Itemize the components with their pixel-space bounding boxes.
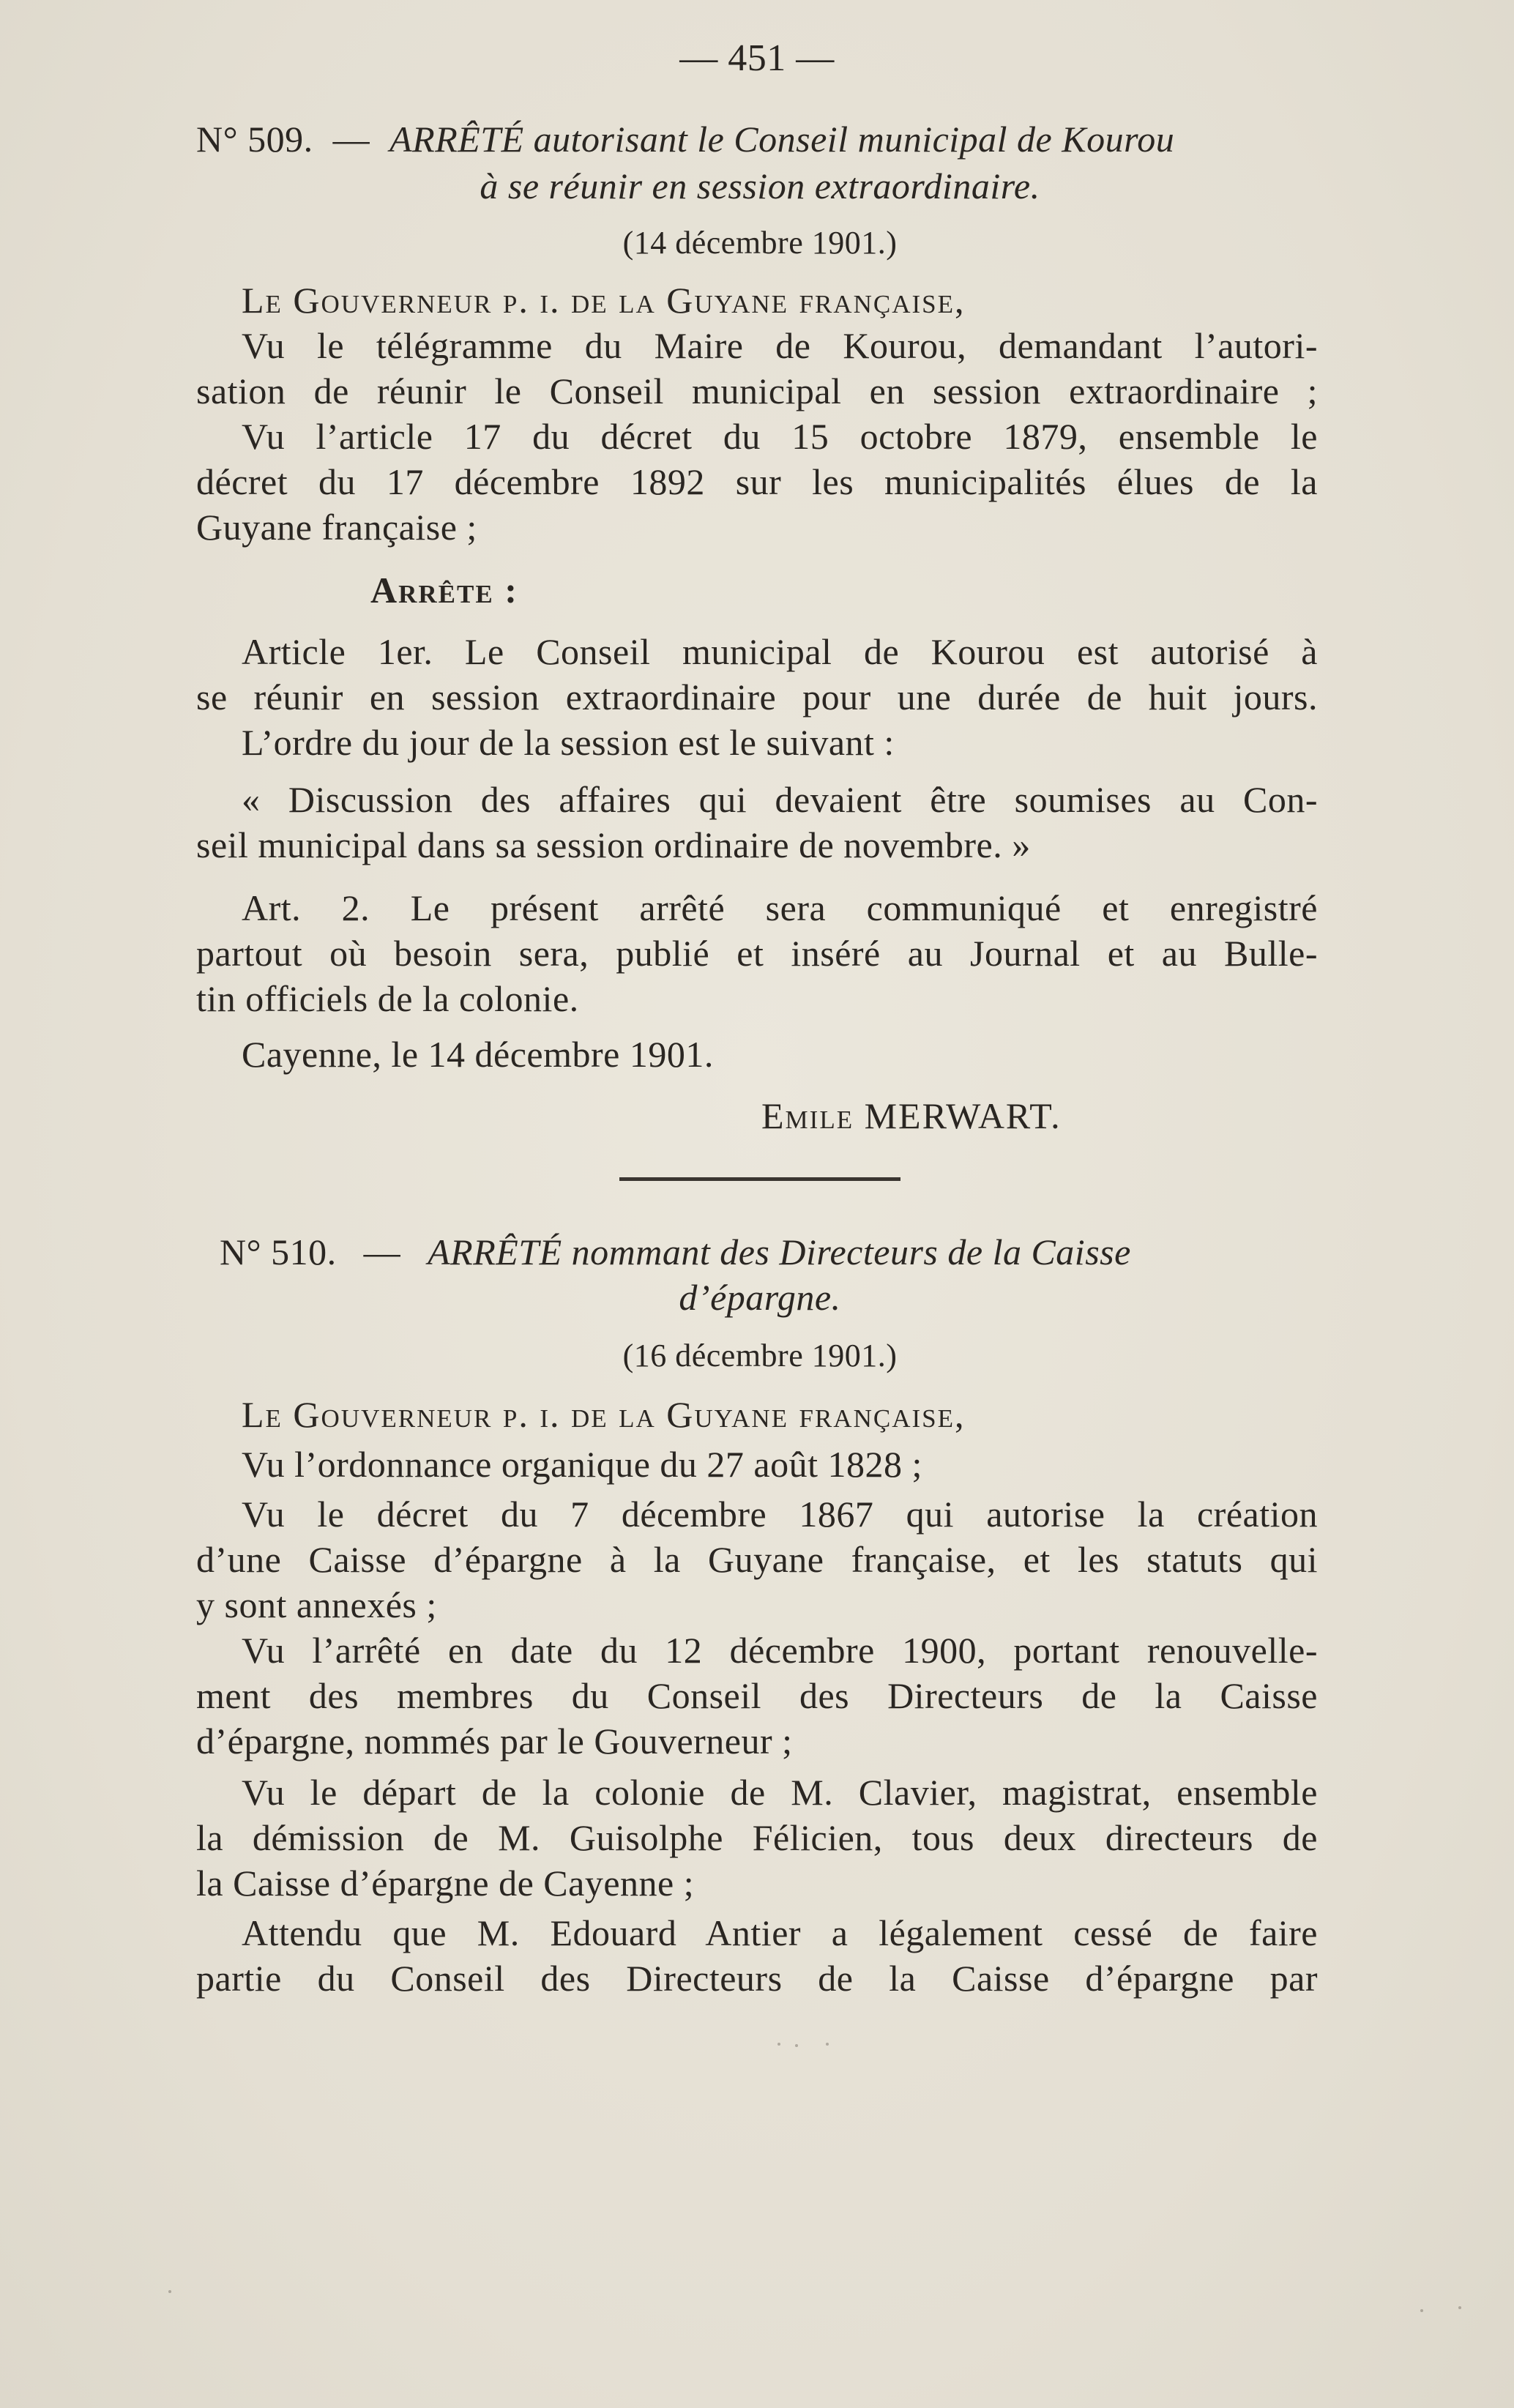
decree-509-article1-line: « Discussion des affaires qui devaient être soumises au Con- (242, 779, 1318, 820)
decree-510-body-line: Vu le décret du 7 décembre 1867 qui autorise la création (242, 1494, 1318, 1535)
decree-509-article2-line: tin officiels de la colonie. (196, 978, 579, 1019)
decree-509-article1-line: L’ordre du jour de la session est le suivant : (242, 722, 895, 763)
decree-510-dash: — (363, 1231, 401, 1272)
paper-speck (168, 2290, 171, 2293)
page-number: — 451 — (679, 37, 835, 79)
paper-speck (1458, 2306, 1461, 2309)
decree-509-body-line: Vu l’article 17 du décret du 15 octobre 1879, ensemble le (242, 416, 1318, 457)
paper-speck (795, 2044, 798, 2047)
decree-510-title-line1: ARRÊTÉ nommant des Directeurs de la Caisse (428, 1231, 1131, 1272)
decree-510-body-line: Vu l’ordonnance organique du 27 août 1828 ; (242, 1444, 922, 1485)
decree-510-body-line: Attendu que M. Edouard Antier a légalement cessé de faire (242, 1912, 1318, 1953)
paper-speck (826, 2043, 829, 2046)
decree-509-arrete-label: Arrête : (370, 570, 518, 611)
decree-509-governor-line: Le Gouverneur p. i. de la Guyane française, (242, 280, 966, 321)
paper-speck (777, 2043, 780, 2046)
decree-509-body-line: décret du 17 décembre 1892 sur les municipalités élues de la (196, 461, 1318, 502)
decree-509-article2-line: partout où besoin sera, publié et inséré au Journal et au Bulle- (196, 933, 1318, 974)
decree-510-governor-line: Le Gouverneur p. i. de la Guyane française, (242, 1394, 966, 1435)
decree-510-date: (16 décembre 1901.) (622, 1338, 898, 1373)
decree-509-title-line2: à se réunir en session extraordinaire. (480, 165, 1040, 206)
decree-509-article2-line: Art. 2. Le présent arrêté sera communiqué et enregistré (242, 887, 1318, 928)
decree-510-body-line: y sont annexés ; (196, 1584, 437, 1625)
decree-509-title-line1: ARRÊTÉ autorisant le Conseil municipal de Kourou (389, 119, 1175, 160)
decree-509-signature: Emile MERWART. (761, 1095, 1062, 1136)
decree-509-heading (196, 117, 1324, 161)
decree-510-number: N° 510. (220, 1231, 337, 1272)
section-separator-rule (619, 1177, 900, 1181)
paper-speck (1420, 2309, 1423, 2312)
decree-509-body-line: Guyane française ; (196, 507, 477, 548)
decree-510-body-line: partie du Conseil des Directeurs de la Caisse d’épargne par (196, 1958, 1318, 1999)
decree-509-article1-line: seil municipal dans sa session ordinaire de novembre. » (196, 824, 1031, 865)
decree-510-title-line2: d’épargne. (679, 1277, 841, 1318)
decree-510-body-line: d’une Caisse d’épargne à la Guyane française, et les statuts qui (196, 1539, 1318, 1580)
decree-509-number: N° 509. (196, 119, 313, 160)
decree-509-date: (14 décembre 1901.) (622, 225, 898, 261)
decree-509-article1-line: se réunir en session extraordinaire pour une durée de huit jours. (196, 676, 1318, 717)
decree-510-body-line: Vu le départ de la colonie de M. Clavier, magistrat, ensemble (242, 1772, 1318, 1813)
decree-509-body-line: Vu le télégramme du Maire de Kourou, demandant l’autori- (242, 325, 1318, 366)
decree-509-article1-line: Article 1er. Le Conseil municipal de Kourou est autorisé à (242, 631, 1318, 672)
decree-510-body-line: la Caisse d’épargne de Cayenne ; (196, 1863, 695, 1904)
decree-510-body-line: la démission de M. Guisolphe Félicien, tous deux directeurs de (196, 1817, 1318, 1858)
decree-510-body-line: d’épargne, nommés par le Gouverneur ; (196, 1721, 793, 1762)
decree-510-body-line: ment des membres du Conseil des Directeurs de la Caisse (196, 1675, 1318, 1716)
decree-510-body-line: Vu l’arrêté en date du 12 décembre 1900, portant renouvelle- (242, 1630, 1318, 1671)
decree-510-heading (220, 1230, 1318, 1274)
decree-509-place-date: Cayenne, le 14 décembre 1901. (242, 1034, 714, 1075)
decree-509-body-line: sation de réunir le Conseil municipal en session extraordinaire ; (196, 370, 1318, 411)
decree-509-dash: — (332, 119, 370, 160)
